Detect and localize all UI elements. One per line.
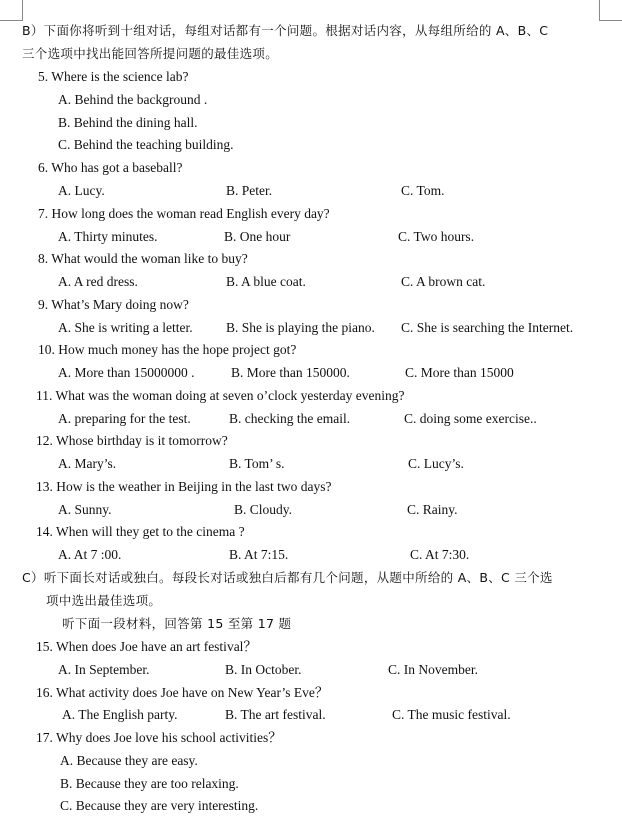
question-12: 12. Whose birthday is it tomorrow? xyxy=(36,433,228,448)
section-c-sub-instruction: 听下面一段材料，回答第 15 至第 17 题 xyxy=(62,616,292,631)
question-7-option-c: C. Two hours. xyxy=(398,229,475,244)
question-13-option-b: B. Cloudy. xyxy=(234,502,293,517)
question-17: 17. Why does Joe love his school activities？ xyxy=(36,730,282,745)
question-17-option-a: A. Because they are easy. xyxy=(60,753,198,768)
question-14: 14. When will they get to the cinema ? xyxy=(36,524,245,539)
question-8-option-b: B. A blue coat. xyxy=(226,274,306,289)
question-10-option-b: B. More than 150000. xyxy=(231,365,350,380)
question-9-option-c: C. She is searching the Internet. xyxy=(401,320,574,335)
question-9: 9. What’s Mary doing now? xyxy=(38,297,189,312)
question-7-option-a: A. Thirty minutes. xyxy=(58,229,158,244)
question-11: 11. What was the woman doing at seven o’clock yesterday evening? xyxy=(36,388,405,403)
question-5-option-c: C. Behind the teaching building. xyxy=(58,137,234,152)
question-17-option-b: B. Because they are too relaxing. xyxy=(60,776,239,791)
question-14-option-c: C. At 7:30. xyxy=(410,547,470,562)
question-9-option-b: B. She is playing the piano. xyxy=(226,320,375,335)
question-14-option-b: B. At 7:15. xyxy=(229,547,289,562)
question-10: 10. How much money has the hope project got? xyxy=(38,342,297,357)
question-13-option-a: A. Sunny. xyxy=(58,502,112,517)
question-7: 7. How long does the woman read English every day? xyxy=(38,206,330,221)
question-11-option-a: A. preparing for the test. xyxy=(58,411,191,426)
question-14-option-a: A. At 7 :00. xyxy=(58,547,122,562)
page-corner-mark-left xyxy=(0,0,23,21)
section-b-instruction-line2: 三个选项中找出能回答所提问题的最佳选项。 xyxy=(22,46,279,61)
question-17-option-c: C. Because they are very interesting. xyxy=(60,798,259,813)
question-16-option-a: A. The English party. xyxy=(62,707,178,722)
question-15-option-b: B. In October. xyxy=(225,662,302,677)
question-6-option-c: C. Tom. xyxy=(401,183,445,198)
question-8: 8. What would the woman like to buy? xyxy=(38,251,248,266)
question-11-option-c: C. doing some exercise.. xyxy=(404,411,537,426)
question-5-option-a: A. Behind the background . xyxy=(58,92,208,107)
section-b-instruction-line1: B）下面你将听到十组对话，每组对话都有一个问题。根据对话内容，从每组所给的 A、B、C xyxy=(22,23,549,38)
question-9-option-a: A. She is writing a letter. xyxy=(58,320,193,335)
page-corner-mark-right xyxy=(599,0,622,21)
question-15-option-c: C. In November. xyxy=(388,662,478,677)
question-10-option-a: A. More than 15000000 . xyxy=(58,365,195,380)
question-6-option-b: B. Peter. xyxy=(226,183,273,198)
section-c-instruction-line2: 项中选出最佳选项。 xyxy=(46,593,162,608)
section-c-instruction-line1: C）听下面长对话或独白。每段长对话或独白后都有几个问题，从题中所给的 A、B、C 三个选 xyxy=(22,570,553,585)
question-12-option-b: B. Tom’ s. xyxy=(229,456,285,471)
question-15: 15. When does Joe have an art festival？ xyxy=(36,639,257,654)
question-13: 13. How is the weather in Beijing in the last two days? xyxy=(36,479,332,494)
question-12-option-a: A. Mary’s. xyxy=(58,456,117,471)
question-8-option-c: C. A brown cat. xyxy=(401,274,486,289)
question-16: 16. What activity does Joe have on New Year’s Eve？ xyxy=(36,685,329,700)
question-7-option-b: B. One hour xyxy=(224,229,291,244)
question-6: 6. Who has got a baseball? xyxy=(38,160,183,175)
question-5: 5. Where is the science lab? xyxy=(38,69,189,84)
question-11-option-b: B. checking the email. xyxy=(229,411,351,426)
question-6-option-a: A. Lucy. xyxy=(58,183,105,198)
question-12-option-c: C. Lucy’s. xyxy=(408,456,464,471)
question-16-option-c: C. The music festival. xyxy=(392,707,511,722)
question-10-option-c: C. More than 15000 xyxy=(405,365,514,380)
question-8-option-a: A. A red dress. xyxy=(58,274,138,289)
question-16-option-b: B. The art festival. xyxy=(225,707,326,722)
question-5-option-b: B. Behind the dining hall. xyxy=(58,115,198,130)
question-15-option-a: A. In September. xyxy=(58,662,150,677)
question-13-option-c: C. Rainy. xyxy=(407,502,458,517)
